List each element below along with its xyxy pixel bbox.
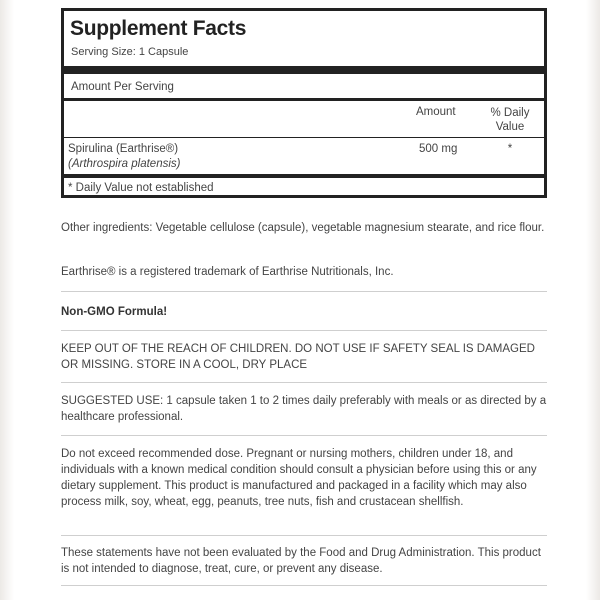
medium-divider	[64, 98, 544, 101]
warning-text: KEEP OUT OF THE REACH OF CHILDREN. DO NOT USE IF SAFETY SEAL IS DAMAGED OR MISSING. STORE IN A COOL, DRY PLACE	[61, 343, 535, 371]
section-divider	[61, 535, 547, 536]
thick-divider	[64, 66, 544, 74]
ingredient-latin-name: (Arthrospira platensis)	[68, 158, 181, 170]
section-divider	[61, 330, 547, 331]
left-edge-shade	[0, 0, 14, 600]
section-divider	[61, 435, 547, 436]
daily-value-footnote: * Daily Value not established	[68, 182, 214, 194]
footer-divider	[64, 174, 544, 178]
ingredient-name: Spirulina (Earthrise®)	[68, 143, 179, 155]
suggested-use: SUGGESTED USE: 1 capsule taken 1 to 2 times daily preferably with meals or as directed by a healthcare professional.	[61, 395, 547, 423]
section-divider	[61, 585, 547, 586]
caution-text: Do not exceed recommended dose. Pregnant or nursing mothers, children under 18, and individuals with a known medical condition should consult a physician before using this or any dietary supplement. This product is manufactured and packaged in a facility which may also process milk, soy, wheat, egg, peanuts, tree nuts, fish and crustacean shellfish.	[61, 448, 537, 508]
section-divider	[61, 291, 547, 292]
amount-per-serving: Amount Per Serving	[71, 81, 174, 93]
other-ingredients: Other ingredients: Vegetable cellulose (capsule), vegetable magnesium stearate, and rice flour.	[61, 222, 545, 234]
label-panel	[61, 8, 547, 599]
fda-disclaimer: These statements have not been evaluated by the Food and Drug Administration. This product is not intended to diagnose, treat, cure, or prevent any disease.	[61, 547, 541, 575]
thin-divider	[64, 137, 544, 138]
ingredient-amount: 500 mg	[419, 143, 458, 155]
section-divider	[61, 382, 547, 383]
trademark-note: Earthrise® is a registered trademark of Earthrise Nutritionals, Inc.	[61, 266, 394, 278]
non-gmo-statement: Non-GMO Formula!	[61, 306, 168, 318]
supplement-facts-box	[61, 8, 547, 198]
right-edge-shade	[586, 0, 600, 600]
ingredient-daily-value: *	[507, 143, 513, 155]
serving-size: Serving Size: 1 Capsule	[71, 46, 189, 58]
amount-column-header: Amount	[416, 106, 456, 118]
facts-title: Supplement Facts	[70, 17, 247, 40]
daily-value-column-header: % Daily Value	[490, 107, 530, 133]
